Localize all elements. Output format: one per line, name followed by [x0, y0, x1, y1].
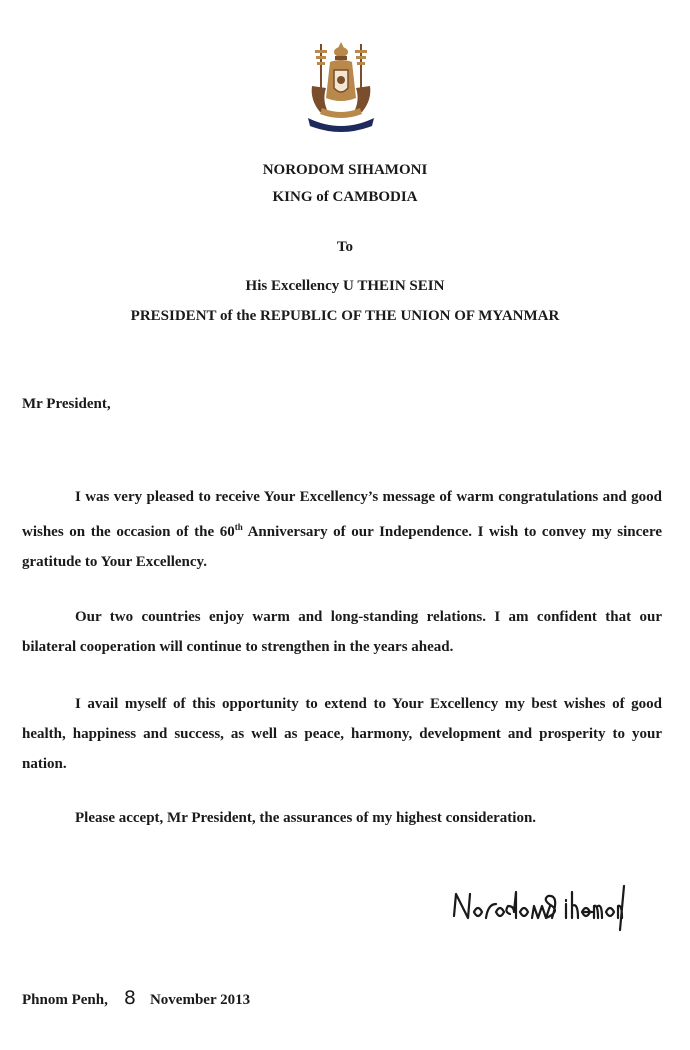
addressee-title: PRESIDENT of the REPUBLIC OF THE UNION OF MYANMAR: [130, 308, 560, 324]
paragraph-2: Our two countries enjoy warm and long-standing relations. I am confident that our bilateral cooperation will continue to strengthen in the years ahead.: [22, 609, 662, 655]
to-label: To: [336, 239, 354, 255]
closing-line: Please accept, Mr President, the assurances of my highest consideration.: [75, 810, 537, 826]
salutation: Mr President,: [22, 396, 111, 412]
place-and-date: [22, 987, 250, 1009]
paragraph-1: [22, 482, 662, 577]
month-year: November 2013: [149, 992, 251, 1008]
sender-name: NORODOM SIHAMONI: [262, 162, 428, 178]
ordinal-suffix: th: [234, 522, 243, 532]
handwritten-day: 8: [123, 987, 136, 1009]
royal-coat-of-arms-icon: [300, 38, 382, 136]
sender-title: KING of CAMBODIA: [272, 189, 418, 205]
addressee-name: His Excellency U THEIN SEIN: [245, 278, 445, 294]
place: Phnom Penh,: [22, 992, 108, 1008]
paragraph-1-text-end: Anniversary of our Independence. I wish to convey my sincere gratitude to Your Excellency.: [22, 524, 662, 570]
handwritten-signature: [448, 882, 628, 934]
paragraph-1-text: I was very pleased to receive Your Excellency’s message of warm congratulations and good wishes on the occasion of the 60: [22, 489, 662, 540]
paragraph-3: I avail myself of this opportunity to extend to Your Excellency my best wishes of good health, happiness and success, as well as peace, harmony, development and prosperity to your nation.: [22, 696, 662, 772]
